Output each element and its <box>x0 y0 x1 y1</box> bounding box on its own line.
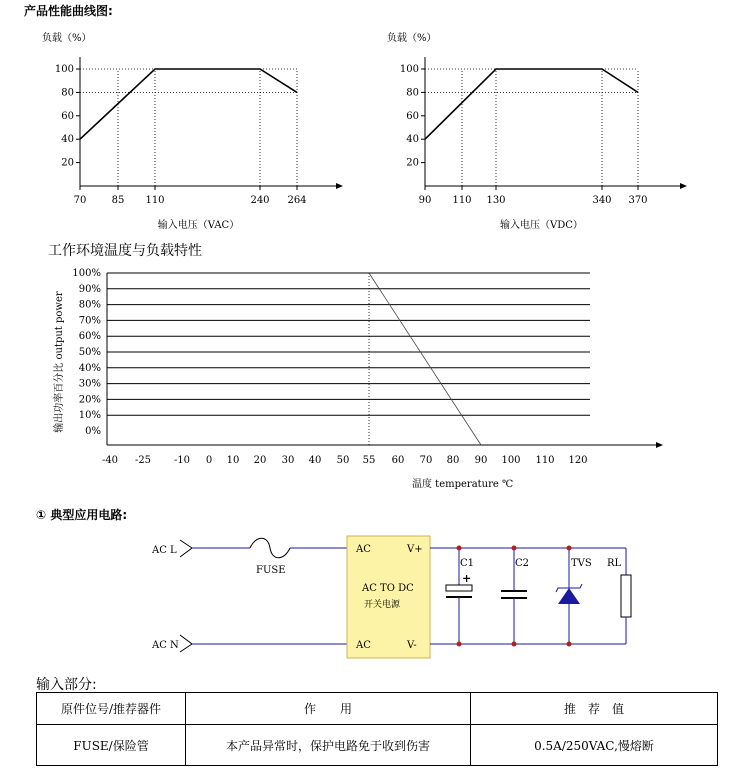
tvs-label: TVS <box>571 558 592 569</box>
table-header-cell: 原件位号/推荐器件 <box>37 693 186 725</box>
x-tick-label: 20 <box>253 455 267 466</box>
y-tick-label: 90% <box>78 283 101 295</box>
x-tick-label: 90 <box>418 195 432 206</box>
circuit-heading: ① 典型应用电路: <box>36 508 128 522</box>
input-heading: 输入部分: <box>36 677 97 693</box>
x-tick-label: 110 <box>452 195 472 206</box>
y-tick-label: 70% <box>78 315 101 327</box>
x-tick-label: -40 <box>101 455 119 466</box>
x-axis-label: 输入电压（VDC） <box>500 220 583 231</box>
x-tick-label: 10 <box>226 455 240 466</box>
table-header-cell: 作 用 <box>186 693 471 725</box>
y-tick-label: 30% <box>78 378 101 390</box>
y-tick-label: 80% <box>78 299 101 311</box>
x-tick-label: 370 <box>628 195 648 206</box>
y-tick-label: 80 <box>61 87 74 99</box>
y-tick-label: 10% <box>78 410 101 422</box>
x-axis-label: 输入电压（VAC） <box>157 220 240 231</box>
table-cell: 0.5A/250VAC,慢熔断 <box>471 725 718 766</box>
fuse-symbol <box>250 538 290 558</box>
table-cell: 本产品异常时，保护电路免于收到伤害 <box>186 725 471 766</box>
x-tick-label: 240 <box>250 195 270 206</box>
c2-label: C2 <box>515 558 530 569</box>
x-tick-label: 130 <box>486 195 506 206</box>
x-tick-label: 55 <box>362 455 376 466</box>
y-tick-label: 0% <box>85 426 101 437</box>
x-tick-label: 80 <box>446 455 460 466</box>
ac-l-terminal <box>180 540 192 557</box>
x-tick-label: 50 <box>336 455 350 466</box>
y-tick-label: 100% <box>72 268 101 279</box>
input-spec-table <box>36 692 718 766</box>
curve-heading: 产品性能曲线图: <box>24 4 113 18</box>
x-tick-label: 120 <box>568 455 588 466</box>
y-tick-label: 20 <box>61 157 74 169</box>
y-axis-label: 负载（%） <box>42 33 92 44</box>
y-tick-label: 20% <box>78 394 101 406</box>
y-tick-label: 60% <box>78 331 101 343</box>
c1-plus: + <box>462 572 472 585</box>
fuse-label: FUSE <box>256 565 286 576</box>
ac-l-label: AC L <box>152 545 177 556</box>
load-resistor <box>621 575 631 617</box>
x-tick-label: 30 <box>281 455 295 466</box>
module-ac-bottom: AC <box>356 640 371 651</box>
x-tick-label: 340 <box>592 195 612 206</box>
x-tick-label: 85 <box>111 195 125 206</box>
tvs-diode <box>558 588 580 604</box>
rl-label: RL <box>607 558 622 569</box>
table-header-cell: 推 荐 值 <box>471 693 718 725</box>
y-axis-label: 负载（%） <box>387 33 437 44</box>
y-tick-label: 40% <box>78 362 101 374</box>
x-tick-label: 110 <box>535 455 555 466</box>
y-axis-label: 输出功率百分比 output power <box>54 291 65 433</box>
x-tick-label: 70 <box>73 195 87 206</box>
module-ac-top: AC <box>356 544 371 555</box>
table-header-row <box>37 693 718 725</box>
y-tick-label: 20 <box>406 157 419 169</box>
c1-label: C1 <box>460 558 475 569</box>
x-tick-label: 264 <box>287 195 307 206</box>
y-tick-label: 40 <box>406 134 419 146</box>
y-tick-label: 100 <box>54 64 74 75</box>
module-title: AC TO DC <box>362 583 414 594</box>
x-axis-label: 温度 temperature ℃ <box>412 479 514 490</box>
ac-n-terminal <box>180 635 192 652</box>
temp-chart-title: 工作环境温度与负载特性 <box>48 243 202 259</box>
x-tick-label: 90 <box>474 455 488 466</box>
x-tick-label: 110 <box>145 195 165 206</box>
y-tick-label: 40 <box>61 134 74 146</box>
module-vminus: V- <box>407 640 417 651</box>
x-tick-label: 70 <box>419 455 433 466</box>
x-tick-label: 0 <box>205 455 213 466</box>
module-vplus: V+ <box>407 544 423 555</box>
table-cell: FUSE/保险管 <box>37 725 186 766</box>
y-tick-label: 50% <box>78 347 101 358</box>
x-tick-label: 40 <box>308 455 322 466</box>
x-tick-label: -10 <box>173 455 191 466</box>
module-subtitle: 开关电源 <box>364 600 401 610</box>
y-tick-label: 60 <box>406 110 419 122</box>
x-tick-label: -25 <box>134 455 152 466</box>
y-tick-label: 100 <box>399 64 419 75</box>
x-tick-label: 60 <box>391 455 405 466</box>
y-tick-label: 60 <box>61 110 74 122</box>
y-tick-label: 80 <box>406 87 419 99</box>
c1-capacitor <box>446 585 472 591</box>
ac-n-label: AC N <box>152 640 179 651</box>
table-row <box>37 725 718 766</box>
x-tick-label: 100 <box>501 455 521 466</box>
